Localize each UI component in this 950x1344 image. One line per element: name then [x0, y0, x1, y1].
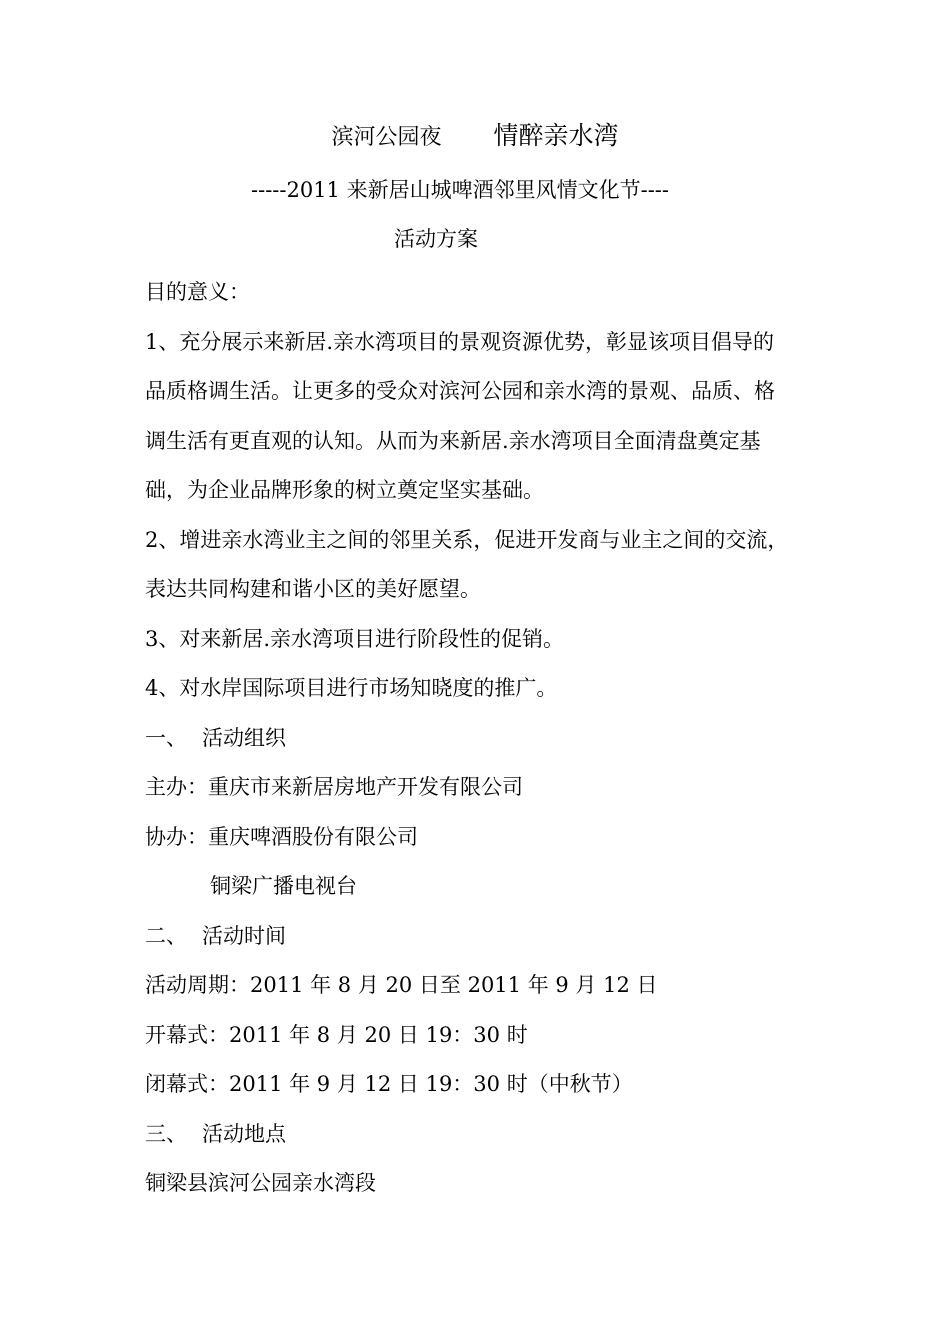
- section-heading-time: [145, 912, 810, 962]
- text-line: 2、增进亲水湾业主之间的邻里关系，促进开发商与业主之间的交流，: [145, 527, 789, 552]
- purpose-item-1: [145, 318, 810, 516]
- organizer-host: 主办：重庆市来新居房地产开发有限公司: [145, 775, 523, 799]
- text-line: 3、对来新居.亲水湾项目进行阶段性的促销。: [145, 626, 565, 651]
- activity-location: 铜梁县滨河公园亲水湾段: [145, 1171, 376, 1195]
- section-title: 活动地点: [202, 1121, 286, 1146]
- section-heading-organization: [145, 714, 810, 764]
- purpose-item-4: [145, 664, 810, 714]
- text-line: 表达共同构建和谐小区的美好愿望。: [145, 577, 481, 601]
- section-number: 三、: [145, 1121, 187, 1146]
- plan-title: 活动方案: [394, 227, 478, 251]
- document-body: [145, 268, 810, 1209]
- section-title: 活动时间: [202, 923, 286, 948]
- closing-ceremony: 闭幕式：2011 年 9 月 12 日 19：30 时（中秋节）: [145, 1072, 633, 1096]
- section-number: 一、: [145, 725, 187, 750]
- text-line: 础，为企业品牌形象的树立奠定坚实基础。: [145, 478, 544, 502]
- purpose-item-2: [145, 516, 810, 615]
- text-line: 1、充分展示来新居.亲水湾项目的景观资源优势，彰显该项目倡导的: [145, 329, 775, 354]
- section-title: 活动组织: [202, 725, 286, 750]
- text-line: 调生活有更直观的认知。从而为来新居.亲水湾项目全面清盘奠定基: [145, 428, 761, 453]
- title-part-1: 滨河公园夜: [331, 125, 442, 150]
- activity-period: 活动周期：2011 年 8 月 20 日至 2011 年 9 月 12 日: [145, 973, 658, 997]
- opening-ceremony: 开幕式：2011 年 8 月 20 日 19：30 时: [145, 1022, 528, 1047]
- title-part-2: 情醉亲水湾: [493, 121, 619, 150]
- purpose-heading: 目的意义：: [145, 280, 250, 304]
- document-title: [0, 116, 950, 152]
- section-number: 二、: [145, 923, 187, 948]
- text-line: 4、对水岸国际项目进行市场知晓度的推广。: [145, 676, 558, 700]
- text-line: 品质格调生活。让更多的受众对滨河公园和亲水湾的景观、品质、格: [145, 379, 775, 403]
- organizer-cohost-2: 铜梁广播电视台: [210, 874, 357, 898]
- section-heading-place: [145, 1110, 810, 1160]
- organizer-cohost: 协办：重庆啤酒股份有限公司: [145, 824, 418, 849]
- purpose-item-3: [145, 615, 810, 665]
- document-subtitle: -----2011 来新居山城啤酒邻里风情文化节----: [251, 178, 669, 202]
